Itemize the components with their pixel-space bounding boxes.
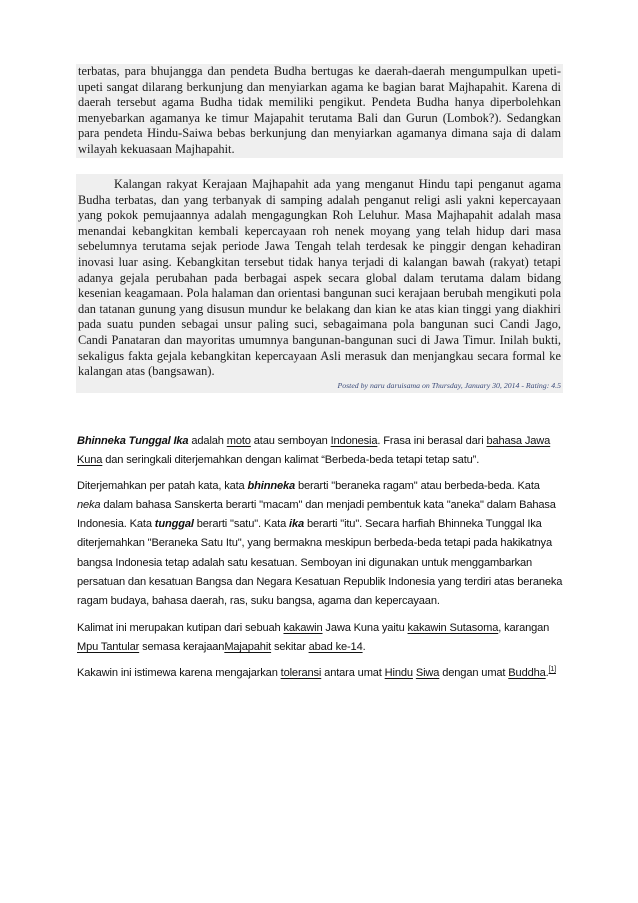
article-paragraph-4 — [77, 664, 563, 683]
link-majapahit[interactable]: Majapahit — [224, 640, 272, 653]
article-section — [77, 432, 563, 691]
article-paragraph-1 — [77, 432, 563, 471]
text-run: dengan umat — [439, 667, 509, 680]
link-buddha[interactable]: Buddha — [508, 667, 546, 680]
text-run: dan seringkali diterjemahkan dengan kalimat “Berbeda-beda tetapi tetap satu”. — [102, 454, 480, 467]
word-tunggal: tunggal — [154, 518, 194, 531]
link-kakawin[interactable]: kakawin — [283, 621, 323, 634]
word-neka: neka — [77, 498, 101, 511]
link-abad-ke-14[interactable]: abad ke-14 — [308, 640, 363, 653]
text-run: semasa kerajaan — [139, 640, 225, 653]
link-indonesia[interactable]: Indonesia — [330, 435, 378, 447]
serif-block-post — [76, 174, 563, 393]
text-run: Kakawin ini istimewa karena mengajarkan — [77, 667, 281, 680]
word-ika: ika — [289, 518, 305, 531]
article-paragraph-2 — [77, 477, 563, 612]
post-meta-line: Posted by naru daruisama on Thursday, January 30, 2014 - Rating: 4.5 — [337, 380, 561, 390]
text-run: adalah — [188, 435, 227, 447]
link-moto[interactable]: moto — [226, 435, 251, 447]
text-run: berarti "itu". Secara harfiah Bhinneka Tunggal Ika diterjemahkan "Beraneka Satu Itu", yang bermakna meskipun berbeda-beda tetapi pada hakikatnya bangsa Indonesia tetap adalah satu kesatuan. Semboyan ini digunakan untuk menggambarkan persatuan dan kesatuan Bangsa dan Negara Kesatuan Republik Indonesia yang terdiri atas beraneka ragam budaya, bahasa daerah, ras, suku bangsa, agama dan kepercayaan. — [77, 518, 563, 608]
link-bahasa-jawa-kuna[interactable]: bahasa Jawa Kuna — [77, 435, 551, 467]
text-run: berarti "satu". Kata — [193, 518, 290, 531]
text-run: berarti "beraneka ragam" atau berbeda-beda. Kata — [295, 479, 540, 492]
article-term: Bhinneka Tunggal Ika — [77, 435, 189, 447]
text-run: Diterjemahkan per patah kata, kata — [77, 479, 248, 492]
link-siwa[interactable]: Siwa — [415, 667, 440, 680]
article-paragraph-3 — [77, 619, 563, 658]
link-mpu-tantular[interactable]: Mpu Tantular — [77, 640, 140, 653]
post-paragraph: Kalangan rakyat Kerajaan Majhapahit ada yang menganut Hindu tapi penganut agama Budha terbatas, dan yang terbanyak di samping adalah penganut religi asli yakni kepercayaan yang pokok pemujaannya adalah mengagungkan Roh Leluhur. Masa Majhapahit adalah masa menandai kebangkitan kembali kepercayaan roh nenek moyang yang telah hidup dari masa sebelumnya terutama sejak periode Jawa Tengah telah terdesak ke pinggir dengan kehadiran inovasi luar asing. Kebangkitan tersebut tidak hanya terjadi di kalangan bawah (rakyat) tetapi adanya gejala perubahan pada berbagai aspek secara global dalam terutama dalam bidang kesenian keagamaan. Pola halaman dan orientasi bangunan suci kerajaan berubah mengikuti pola dan tatanan gunung yang disusun mundur ke belakang dan kian ke atas kian tinggi yang diakhiri pada suatu punden sebagai unsur paling suci, sebagaimana pola bangunan suci Candi Jago, Candi Panataran dan mayoritas umumnya bangunan-bangunan suci di Jawa Timur. Inilah bukti, sekaligus fakta gejala kebangkitan kepercayaan Asli merasuk dan menjangkau secara formal ke kalangan atas (bangsawan). — [78, 177, 561, 379]
text-run: dalam bahasa Sanskerta berarti "macam" dan menjadi pembentuk kata "aneka" dalam Bahasa Indonesia. Kata — [77, 498, 556, 531]
reference-link[interactable]: [1] — [548, 666, 556, 674]
text-run: Jawa Kuna yaitu — [322, 621, 408, 634]
link-hindu[interactable]: Hindu — [384, 667, 413, 680]
text-run: , karangan — [498, 621, 550, 634]
text-run: atau semboyan — [250, 435, 331, 447]
link-toleransi[interactable]: toleransi — [280, 667, 322, 680]
link-kakawin-sutasoma[interactable]: kakawin Sutasoma — [407, 621, 499, 634]
text-run: Kalimat ini merupakan kutipan dari sebuah — [77, 621, 284, 634]
text-run: antara umat — [321, 667, 385, 680]
text-run: . — [545, 667, 549, 680]
text-run: . — [362, 640, 366, 653]
serif-block-continuation — [76, 64, 563, 158]
word-bhinneka: bhinneka — [247, 479, 296, 492]
text-run: . Frasa ini berasal dari — [377, 435, 487, 447]
text-run: sekitar — [271, 640, 309, 653]
continuation-paragraph: terbatas, para bhujangga dan pendeta Budha bertugas ke daerah-daerah mengumpulkan upeti-upeti sangat dilarang berkunjung dan menyiarkan agama ke bagian barat Majhapahit. Karena di daerah tersebut agama Budha tidak memiliki pengikut. Pendeta Budha hanya diperbolehkan menyebarkan agamanya ke timur Majapahit terutama Bali dan Gurun (Lombok?). Sedangkan para pendeta Hindu-Saiwa bebas berkunjung dan menyiarkan agamanya dimana saja di dalam wilayah kekuasaan Majhapahit. — [78, 64, 561, 156]
